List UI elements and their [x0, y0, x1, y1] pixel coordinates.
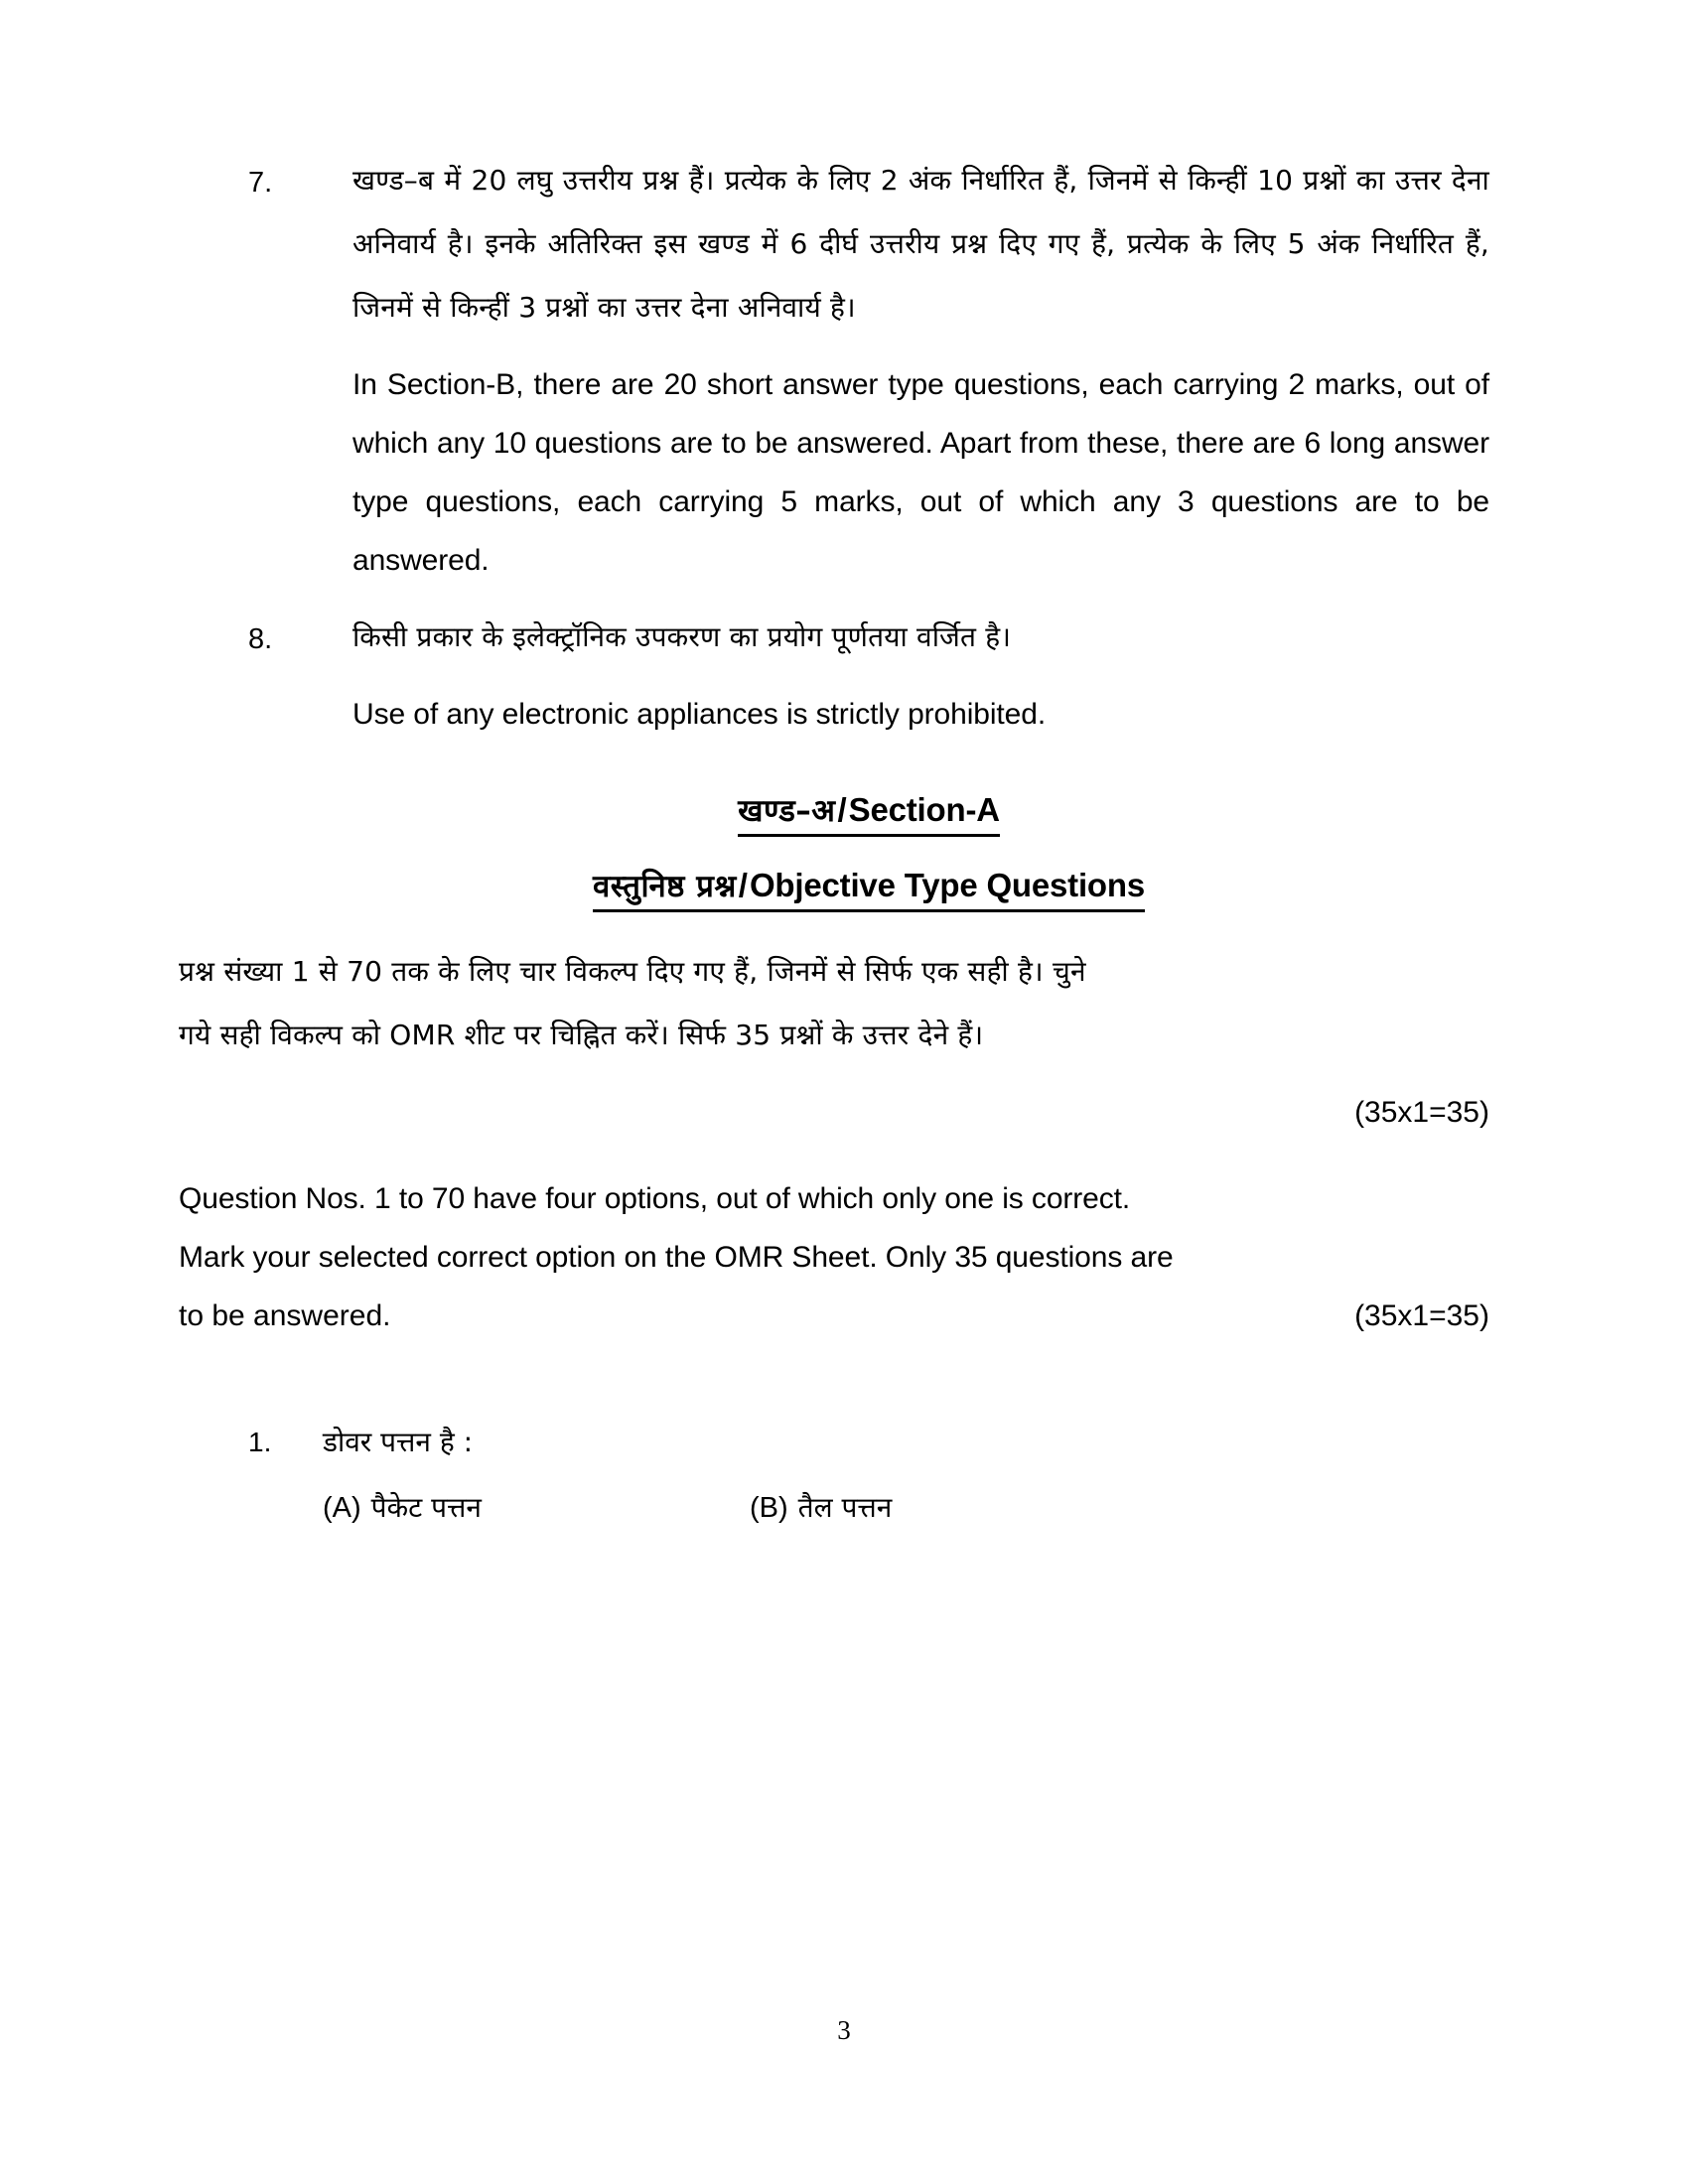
objective-instructions-hindi — [179, 940, 1489, 1142]
instruction-number: 7. — [248, 167, 273, 199]
option-a-text: पैकेट पत्तन — [370, 1491, 482, 1524]
objective-english-marks: (35x1=35) — [1354, 1299, 1489, 1332]
instruction-body — [352, 606, 1489, 744]
instruction-item-7 — [248, 149, 1489, 590]
instruction-number: 8. — [248, 623, 273, 655]
instruction-hindi-text: खण्ड–ब में 20 लघु उत्तरीय प्रश्न हैं। प्रत्येक के लिए 2 अंक निर्धारित हैं, जिनमें से किन्हीं 10 प्रश्नों का उत्तर देना अनिवार्य है। इनके अतिरिक्त इस खण्ड में 6 दीर्घ उत्तरीय प्रश्न दिए गए हैं, प्रत्येक के लिए 5 अंक निर्धारित हैं, जिनमें से किन्हीं 3 प्रश्नों का उत्तर देना अनिवार्य है। — [352, 164, 1489, 324]
objective-hindi-line-1: प्रश्न संख्या 1 से 70 तक के लिए चार विकल्प दिए गए हैं, जिनमें से सिर्फ एक सही है। चुने — [179, 955, 1086, 988]
option-a-label: (A) — [323, 1492, 361, 1524]
instruction-english-text: In Section-B, there are 20 short answer type questions, each carrying 2 marks, out of which any 10 questions are to be answered. Apart from these, there are 6 long answer type questions, each carrying 5 marks, out of which any 3 questions are to be answered. — [352, 368, 1489, 577]
question-stem-row — [248, 1413, 1489, 1472]
subsection-heading-english: Objective Type Questions — [749, 867, 1146, 903]
instruction-hindi-text: किसी प्रकार के इलेक्ट्रॉनिक उपकरण का प्रयोग पूर्णतया वर्जित है। — [352, 620, 1012, 653]
section-heading-separator: / — [837, 791, 847, 828]
objective-english-line-2: Mark your selected correct option on the OMR Sheet. Only 35 questions are — [179, 1241, 1174, 1274]
page-number: 3 — [837, 2015, 851, 2045]
question-options — [323, 1488, 1489, 1526]
objective-hindi-line-2: गये सही विकल्प को OMR शीट पर चिह्नित करें। सिर्फ 35 प्रश्नों के उत्तर देने हैं। — [179, 1019, 984, 1051]
instruction-item-8 — [248, 606, 1489, 744]
section-heading — [248, 789, 1489, 837]
objective-english-line-3: to be answered. — [179, 1299, 391, 1332]
section-heading-underlined — [738, 789, 1000, 837]
spacer — [352, 669, 1489, 685]
subsection-heading-underlined — [593, 865, 1145, 912]
section-heading-english: Section-A — [848, 791, 1000, 828]
spacer — [352, 340, 1489, 355]
section-heading-hindi: खण्ड–अ — [738, 793, 836, 829]
spacer — [248, 837, 1489, 865]
question-number: 1. — [248, 1427, 272, 1457]
objective-hindi-marks: (35x1=35) — [1354, 1096, 1489, 1129]
question-item-1 — [248, 1413, 1489, 1526]
spacer — [248, 744, 1489, 789]
spacer — [248, 1142, 1489, 1169]
subsection-heading — [248, 865, 1489, 912]
instruction-english-text: Use of any electronic appliances is strictly prohibited. — [352, 698, 1047, 731]
objective-english-line-1: Question Nos. 1 to 70 have four options, out of which only one is correct. — [179, 1182, 1131, 1215]
option-b[interactable] — [750, 1488, 1177, 1526]
objective-english-line-3-row — [179, 1287, 1489, 1345]
subsection-heading-separator: / — [738, 867, 748, 903]
instruction-body — [352, 149, 1489, 590]
spacer — [248, 912, 1489, 940]
spacer — [179, 1067, 1489, 1083]
subsection-heading-hindi: वस्तुनिष्ठ प्रश्न — [592, 869, 737, 904]
option-b-label: (B) — [750, 1492, 788, 1524]
option-a[interactable] — [323, 1488, 750, 1526]
option-b-text: तैल पत्तन — [797, 1491, 893, 1524]
page-content — [179, 149, 1489, 1526]
objective-instructions-english — [179, 1169, 1489, 1345]
question-text: डोवर पत्तन है : — [323, 1426, 474, 1458]
spacer — [248, 590, 1489, 606]
spacer — [248, 1345, 1489, 1413]
